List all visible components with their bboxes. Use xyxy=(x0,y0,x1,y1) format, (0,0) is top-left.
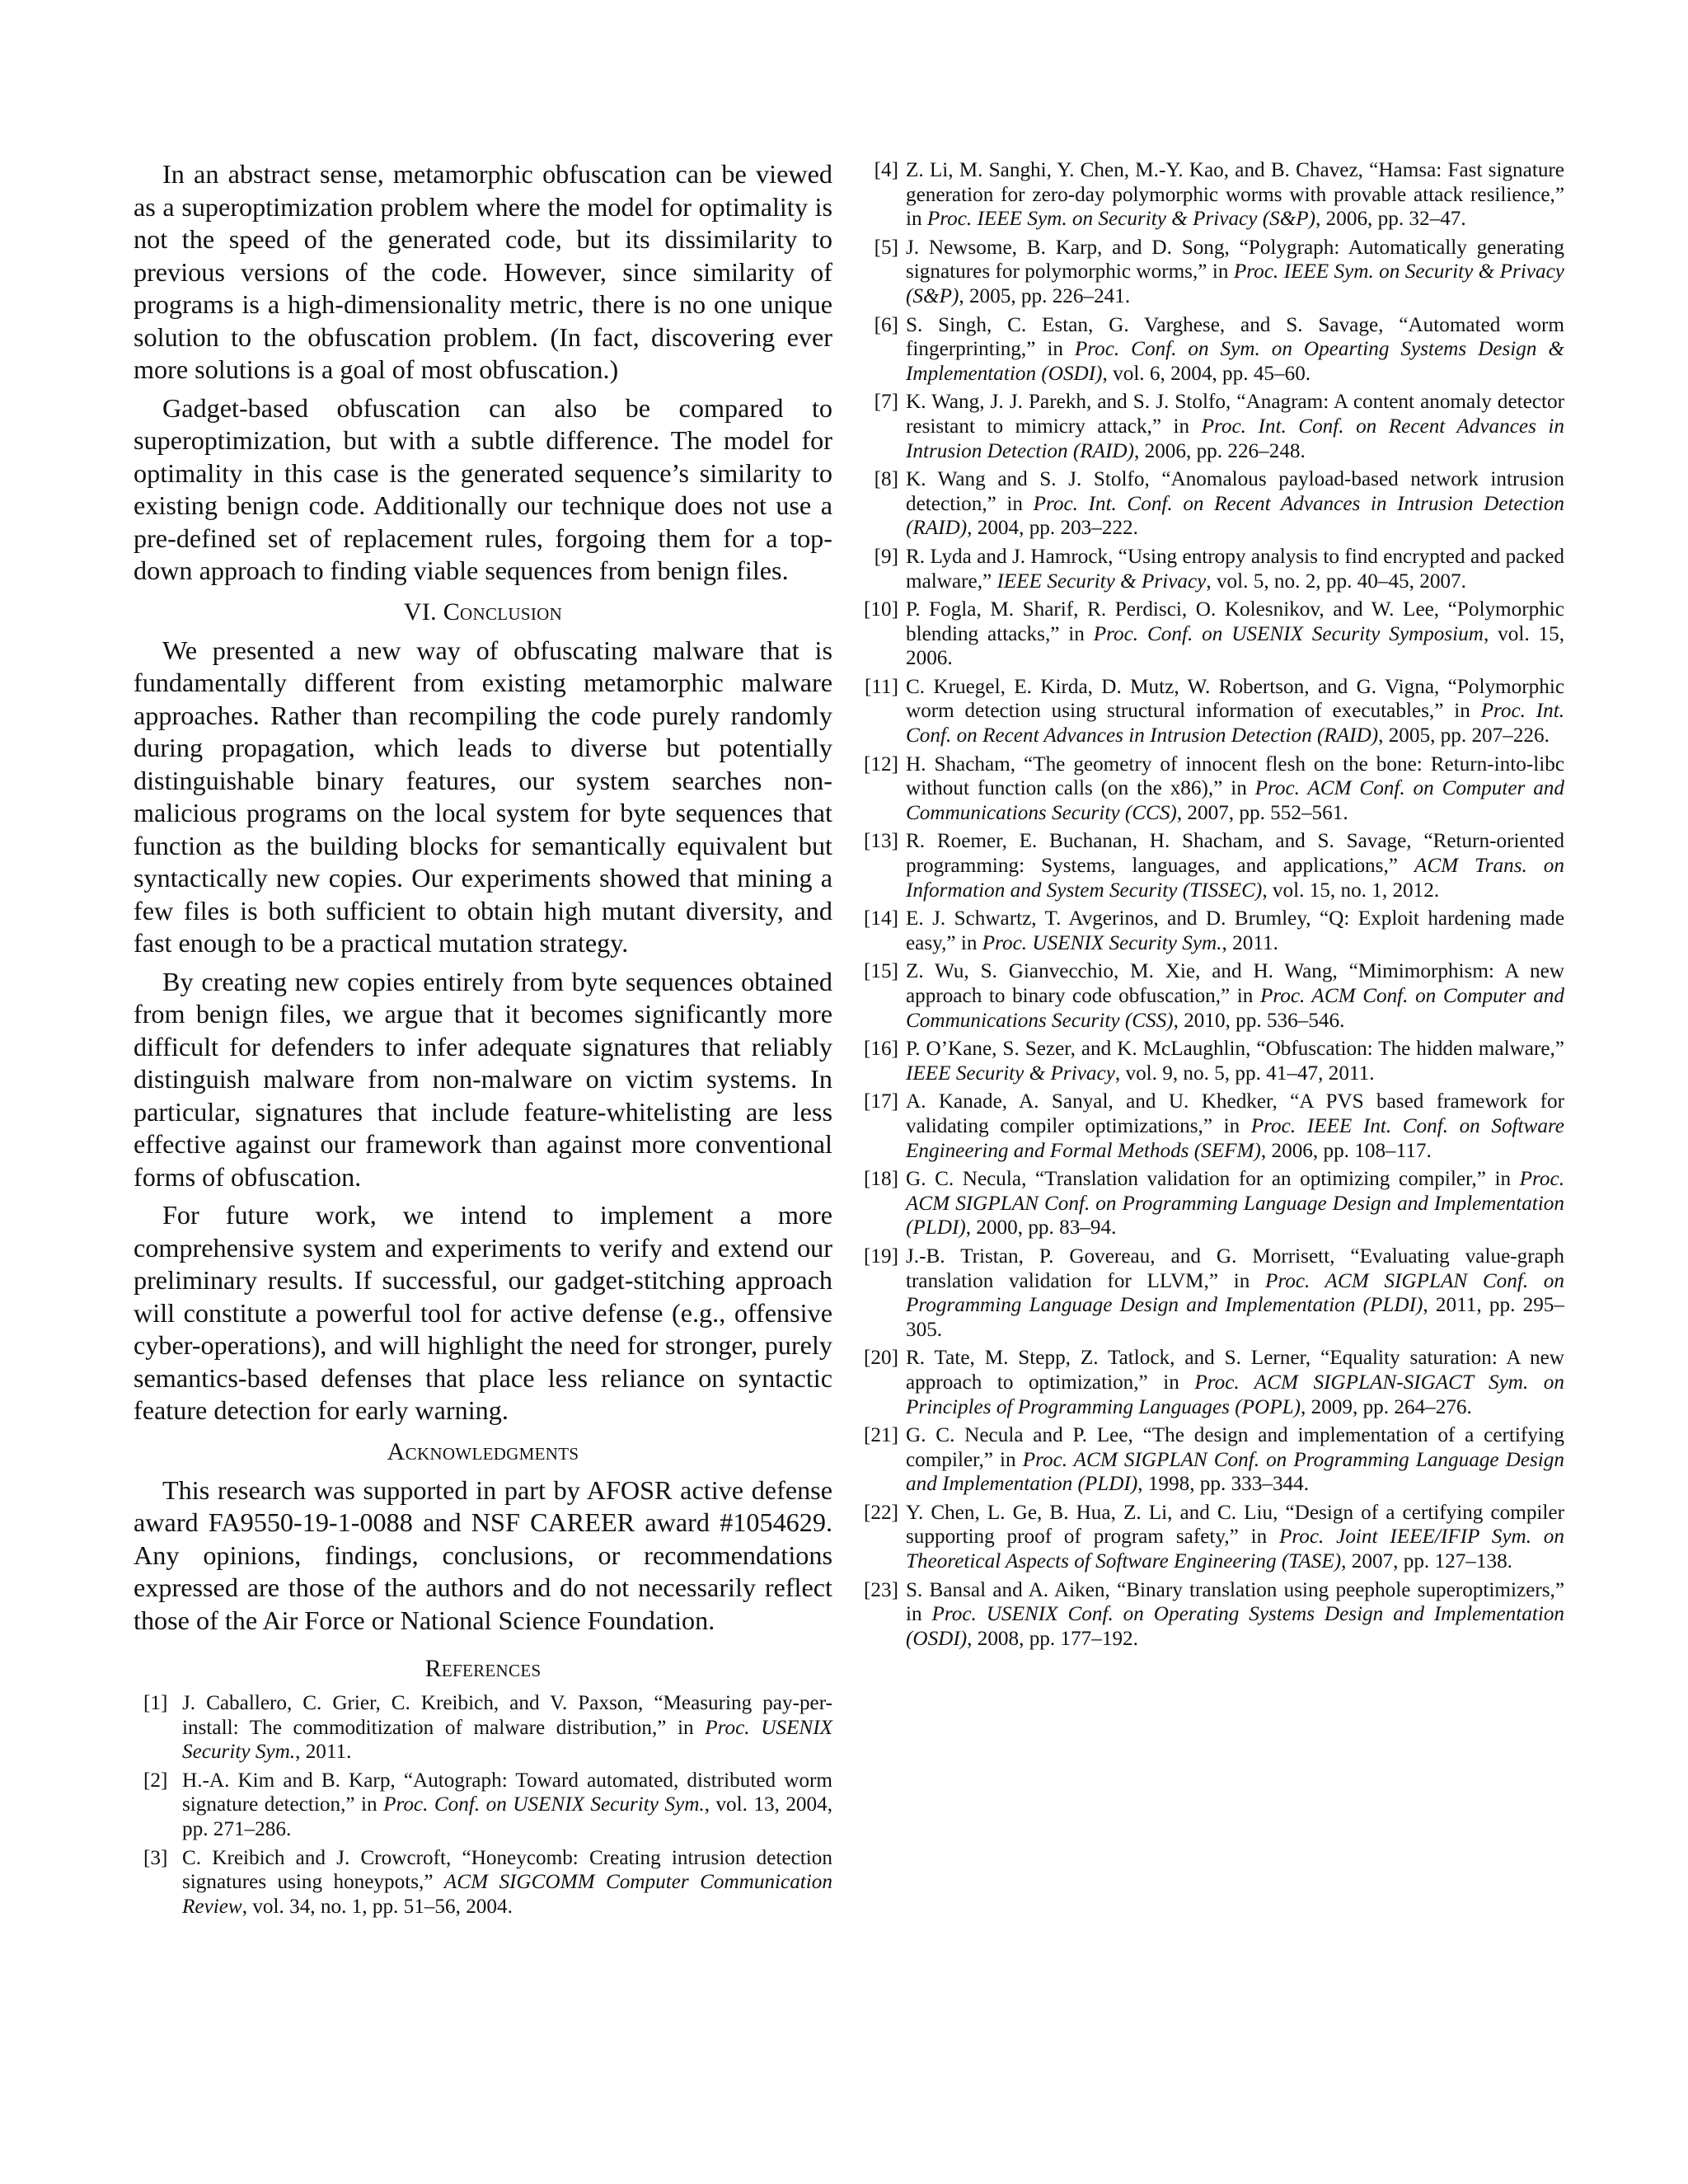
reference-text xyxy=(906,313,1564,387)
reference-citation: P. Fogla, M. Sharif, R. Perdisci, O. Kolesnikov, and W. Lee, “Polymorphic blending attacks,” in xyxy=(906,598,1564,645)
reference-details: , vol. 13, 2004, pp. 271–286. xyxy=(182,1793,832,1840)
reference-venue: Proc. IEEE Sym. on Security & Privacy (S&P) xyxy=(926,208,1316,231)
reference-citation: S. Bansal and A. Aiken, “Binary translation using peephole superoptimizers,” in xyxy=(906,1578,1564,1626)
reference-number: [16] xyxy=(864,1038,898,1061)
reference-venue: Proc. Int. Conf. on Recent Advances in Intrusion Detection (RAID) xyxy=(906,700,1564,748)
reference-item xyxy=(857,829,1564,902)
reference-text xyxy=(906,752,1564,826)
reference-citation: E. J. Schwartz, T. Avgerinos, and D. Brumley, “Q: Exploit hardening made easy,” in xyxy=(906,907,1564,954)
reference-text xyxy=(906,1037,1564,1085)
reference-number: [8] xyxy=(874,468,898,491)
reference-text xyxy=(906,467,1564,541)
reference-citation: R. Tate, M. Stepp, Z. Tatlock, and S. Lerner, “Equality saturation: A new approach to optimization,” in xyxy=(906,1347,1564,1394)
reference-details: , 2007, pp. 552–561. xyxy=(1176,801,1348,824)
reference-number: [5] xyxy=(874,236,898,259)
reference-venue: Proc. Int. Conf. on Recent Advances in Intrusion Detection (RAID) xyxy=(906,492,1564,540)
reference-text xyxy=(906,1501,1564,1574)
reference-item xyxy=(857,1167,1564,1240)
reference-text xyxy=(906,829,1564,902)
reference-venue: Proc. USENIX Security Sym. xyxy=(182,1716,832,1764)
reference-details: , 2006, pp. 32–47. xyxy=(1315,208,1466,231)
reference-number: [10] xyxy=(864,598,898,621)
reference-text xyxy=(906,1578,1564,1652)
reference-details: , 2008, pp. 177–192. xyxy=(967,1627,1138,1650)
reference-item xyxy=(857,598,1564,671)
reference-venue: Proc. Conf. on USENIX Security Sym. xyxy=(383,1793,705,1816)
reference-citation: Z. Li, M. Sanghi, Y. Chen, M.-Y. Kao, and B. Chavez, “Hamsa: Fast signature generation for zero-day polymorphic worms with provable attack resilience,” in xyxy=(906,159,1564,231)
body-paragraph: For future work, we intend to implement a more comprehensive system and experiments to verify and extend our preliminary results. If successful, our gadget-stitching approach will constitute a powerful tool for active defense (e.g., offensive cyber-operations), and will highlight the need for stronger, purely semantics-based defenses that place less reliance on syntactic feature detection for early warning. xyxy=(134,1200,832,1425)
reference-details: , vol. 5, no. 2, pp. 40–45, 2007. xyxy=(1206,569,1466,593)
reference-details: , vol. 15, no. 1, 2012. xyxy=(1262,879,1440,902)
reference-text xyxy=(906,1090,1564,1163)
reference-item xyxy=(857,1423,1564,1497)
reference-list-right xyxy=(857,158,1564,1651)
right-column xyxy=(857,158,1564,1655)
reference-venue: Proc. ACM Conf. on Computer and Communications Security (CCS) xyxy=(906,777,1564,824)
reference-number: [23] xyxy=(864,1578,898,1601)
reference-number: [2] xyxy=(143,1769,168,1792)
reference-details: , 2006, pp. 226–248. xyxy=(1134,439,1306,462)
reference-citation: G. C. Necula and P. Lee, “The design and implementation of a certifying compiler,” in xyxy=(906,1424,1564,1471)
reference-item xyxy=(857,545,1564,593)
reference-venue: Proc. ACM SIGPLAN Conf. on Programming Language Design and Implementation (PLDI) xyxy=(906,1269,1564,1317)
reference-item xyxy=(857,1244,1564,1342)
reference-venue: Proc. Int. Conf. on Recent Advances in Intrusion Detection (RAID) xyxy=(906,415,1564,462)
reference-number: [14] xyxy=(864,907,898,930)
reference-item xyxy=(857,1578,1564,1652)
reference-text xyxy=(906,1423,1564,1497)
reference-text xyxy=(906,598,1564,671)
reference-item xyxy=(134,1769,832,1842)
reference-citation: Z. Wu, S. Gianvecchio, M. Xie, and H. Wang, “Mimimorphism: A new approach to binary code obfuscation,” in xyxy=(906,960,1564,1007)
reference-item xyxy=(857,1090,1564,1163)
reference-details: , 2005, pp. 207–226. xyxy=(1378,724,1550,748)
reference-item xyxy=(857,675,1564,748)
reference-details: , 2005, pp. 226–241. xyxy=(959,284,1131,307)
reference-number: [7] xyxy=(874,391,898,414)
reference-item xyxy=(857,236,1564,309)
reference-text xyxy=(906,907,1564,955)
left-column xyxy=(134,158,832,1923)
reference-number: [6] xyxy=(874,313,898,336)
body-paragraph: This research was supported in part by AFOSR active defense award FA9550-19-1-0088 and NSF CAREER award #1054629. Any opinions, findings, conclusions, or recommendations expressed are those of the authors and do not necessarily reflect those of the Air Force or National Science Foundation. xyxy=(134,1474,832,1635)
reference-number: [13] xyxy=(864,830,898,853)
reference-details: , vol. 34, no. 1, pp. 51–56, 2004. xyxy=(241,1895,513,1918)
reference-venue: Proc. ACM SIGPLAN Conf. on Programming Language Design and Implementation (PLDI) xyxy=(906,1448,1564,1496)
reference-item xyxy=(857,959,1564,1033)
reference-details: , vol. 6, 2004, pp. 45–60. xyxy=(1102,362,1311,385)
reference-text xyxy=(182,1691,832,1765)
reference-item xyxy=(857,1501,1564,1574)
reference-text xyxy=(906,675,1564,748)
reference-list-left xyxy=(134,1691,832,1919)
reference-venue: Proc. ACM SIGPLAN-SIGACT Sym. on Principles of Programming Languages (POPL) xyxy=(906,1371,1564,1418)
reference-item xyxy=(857,1346,1564,1419)
reference-text xyxy=(906,158,1564,232)
reference-number: [22] xyxy=(864,1501,898,1524)
reference-item xyxy=(134,1846,832,1919)
body-paragraph: Gadget-based obfuscation can also be compared to superoptimization, but with a subtle difference. The model for optimality in this case is the generated sequence’s similarity to existing benign code. Additionally our technique does not use a pre-defined set of replacement rules, forgoing them for a top-down approach to finding viable sequences from benign files. xyxy=(134,392,832,585)
reference-citation: K. Wang, J. J. Parekh, and S. J. Stolfo, “Anagram: A content anomaly detector resistant to mimicry attack,” in xyxy=(906,391,1564,438)
reference-details: , 2007, pp. 127–138. xyxy=(1341,1550,1512,1573)
reference-text xyxy=(906,1346,1564,1419)
body-paragraph: We presented a new way of obfuscating malware that is fundamentally different from existing metamorphic malware approaches. Rather than recompiling the code purely randomly during propagation, which leads to diverse but potentially distinguishable binary features, our system searches non-malicious programs on the local system for byte sequences that function as the building blocks for semantically equivalent but syntactically new copies. Our experiments showed that mining a few files is both sufficient to obtain high mutant diversity, and fast enough to be a practical mutation strategy. xyxy=(134,635,832,958)
reference-text xyxy=(906,959,1564,1033)
reference-details: , 1998, pp. 333–344. xyxy=(1137,1473,1310,1496)
reference-text xyxy=(906,1167,1564,1240)
reference-details: , 2010, pp. 536–546. xyxy=(1173,1009,1345,1032)
reference-details: , 2004, pp. 203–222. xyxy=(967,517,1138,540)
reference-item xyxy=(134,1691,832,1765)
reference-venue: Proc. Conf. on USENIX Security Symposium xyxy=(1093,622,1484,645)
reference-details: , vol. 15, 2006. xyxy=(906,622,1564,670)
reference-venue: Proc. IEEE Int. Conf. on Software Engineering and Formal Methods (SEFM) xyxy=(906,1114,1564,1162)
reference-citation: H. Shacham, “The geometry of innocent flesh on the bone: Return-into-libc without function calls (on the x86),” in xyxy=(906,752,1564,800)
reference-venue: Proc. IEEE Sym. on Security & Privacy (S&P) xyxy=(906,260,1564,307)
reference-details: , 2011. xyxy=(295,1741,352,1764)
reference-citation: H.-A. Kim and B. Karp, “Autograph: Toward automated, distributed worm signature detection,” in xyxy=(182,1769,832,1816)
reference-citation: A. Kanade, A. Sanyal, and U. Khedker, “A PVS based framework for validating compiler optimizations,” in xyxy=(906,1090,1564,1137)
reference-citation: K. Wang and S. J. Stolfo, “Anomalous payload-based network intrusion detection,” in xyxy=(906,468,1564,515)
reference-venue: Proc. USENIX Conf. on Operating Systems Design and Implementation (OSDI) xyxy=(906,1603,1565,1650)
reference-number: [3] xyxy=(143,1846,168,1869)
reference-number: [11] xyxy=(864,675,898,698)
section-heading-references xyxy=(134,1655,832,1683)
reference-citation: G. C. Necula, “Translation validation for an optimizing compiler,” in xyxy=(906,1168,1520,1191)
reference-number: [18] xyxy=(864,1168,898,1191)
reference-citation: J. Caballero, C. Grier, C. Kreibich, and V. Paxson, “Measuring pay-per-install: The commoditization of malware distribution,” in xyxy=(182,1692,832,1739)
reference-citation: S. Singh, C. Estan, G. Varghese, and S. Savage, “Automated worm fingerprinting,” in xyxy=(906,313,1564,361)
body-paragraph: In an abstract sense, metamorphic obfuscation can be viewed as a superoptimization problem where the model for optimality is not the speed of the generated code, but its dissimilarity to previous versions of the code. However, since similarity of programs is a high-dimensionality metric, there is no one unique solution to the obfuscation problem. (In fact, discovering ever more solutions is a goal of most obfuscation.) xyxy=(134,159,832,384)
reference-item xyxy=(857,1037,1564,1085)
reference-citation: R. Roemer, E. Buchanan, H. Shacham, and S. Savage, “Return-oriented programming: Systems, languages, and applications,” xyxy=(906,830,1564,878)
reference-text xyxy=(906,390,1564,463)
reference-number: [9] xyxy=(874,545,898,568)
reference-text xyxy=(182,1846,832,1919)
reference-item xyxy=(857,158,1564,232)
reference-item xyxy=(857,467,1564,541)
reference-item xyxy=(857,390,1564,463)
body-paragraph: By creating new copies entirely from byte sequences obtained from benign files, we argue that it becomes significantly more difficult for defenders to infer adequate signatures that reliably distinguish malware from non-malware on victim systems. In particular, signatures that include feature-whitelisting are less effective against our framework than against more conventional forms of obfuscation. xyxy=(134,966,832,1192)
reference-number: [15] xyxy=(864,960,898,983)
reference-item xyxy=(857,752,1564,826)
reference-venue: Proc. ACM Conf. on Computer and Communications Security (CSS) xyxy=(906,985,1564,1032)
reference-details: , vol. 9, no. 5, pp. 41–47, 2011. xyxy=(1114,1062,1375,1085)
reference-text xyxy=(906,236,1564,309)
reference-number: [1] xyxy=(143,1692,168,1714)
reference-citation: P. O’Kane, S. Sezer, and K. McLaughlin, “Obfuscation: The hidden malware,” xyxy=(906,1038,1564,1061)
reference-venue: ACM SIGCOMM Computer Communication Review xyxy=(182,1871,832,1918)
section-heading-acknowledgments xyxy=(134,1438,832,1466)
section-heading-text: References xyxy=(424,1655,542,1682)
reference-details: , 2009, pp. 264–276. xyxy=(1301,1395,1472,1418)
reference-details: , 2011. xyxy=(1221,931,1278,954)
reference-venue: ACM Trans. on Information and System Security (TISSEC) xyxy=(906,855,1564,902)
reference-item xyxy=(857,313,1564,387)
reference-number: [20] xyxy=(864,1347,898,1370)
reference-citation: J.-B. Tristan, P. Govereau, and G. Morrisett, “Evaluating value-graph translation validation for LLVM,” in xyxy=(906,1244,1564,1292)
reference-number: [4] xyxy=(874,159,898,181)
reference-text xyxy=(906,545,1564,593)
reference-citation: C. Kreibich and J. Crowcroft, “Honeycomb: Creating intrusion detection signatures using honeypots,” xyxy=(182,1846,832,1894)
reference-text xyxy=(906,1244,1564,1342)
section-heading-conclusion xyxy=(134,598,832,626)
reference-venue: Proc. Conf. on Sym. on Opearting Systems Design & Implementation (OSDI) xyxy=(906,338,1564,385)
reference-venue: Proc. Joint IEEE/IFIP Sym. on Theoretical Aspects of Software Engineering (TASE) xyxy=(906,1526,1564,1573)
reference-venue: IEEE Security & Privacy xyxy=(906,1062,1115,1085)
reference-details: , 2011, pp. 295–305. xyxy=(906,1294,1564,1341)
reference-venue: Proc. ACM SIGPLAN Conf. on Programming Language Design and Implementation (PLDI) xyxy=(906,1168,1564,1240)
reference-details: , 2000, pp. 83–94. xyxy=(965,1216,1117,1240)
reference-text xyxy=(182,1769,832,1842)
reference-citation: C. Kruegel, E. Kirda, D. Mutz, W. Robertson, and G. Vigna, “Polymorphic worm detection using structural information of executables,” in xyxy=(906,675,1564,723)
reference-citation: R. Lyda and J. Hamrock, “Using entropy analysis to find encrypted and packed malware,” xyxy=(906,545,1564,593)
reference-citation: Y. Chen, L. Ge, B. Hua, Z. Li, and C. Liu, “Design of a certifying compiler supporting proof of program safety,” in xyxy=(906,1501,1564,1549)
section-heading-text: VI. Conclusion xyxy=(403,598,563,626)
section-heading-text: Acknowledgments xyxy=(387,1437,579,1465)
reference-number: [12] xyxy=(864,752,898,776)
reference-venue: Proc. USENIX Security Sym. xyxy=(982,931,1222,954)
reference-details: , 2006, pp. 108–117. xyxy=(1260,1139,1432,1162)
reference-number: [21] xyxy=(864,1424,898,1447)
reference-number: [17] xyxy=(864,1090,898,1113)
reference-item xyxy=(857,907,1564,955)
reference-number: [19] xyxy=(864,1244,898,1268)
reference-citation: J. Newsome, B. Karp, and D. Song, “Polygraph: Automatically generating signatures for polymorphic worms,” in xyxy=(906,236,1564,284)
reference-venue: IEEE Security & Privacy xyxy=(996,569,1207,593)
